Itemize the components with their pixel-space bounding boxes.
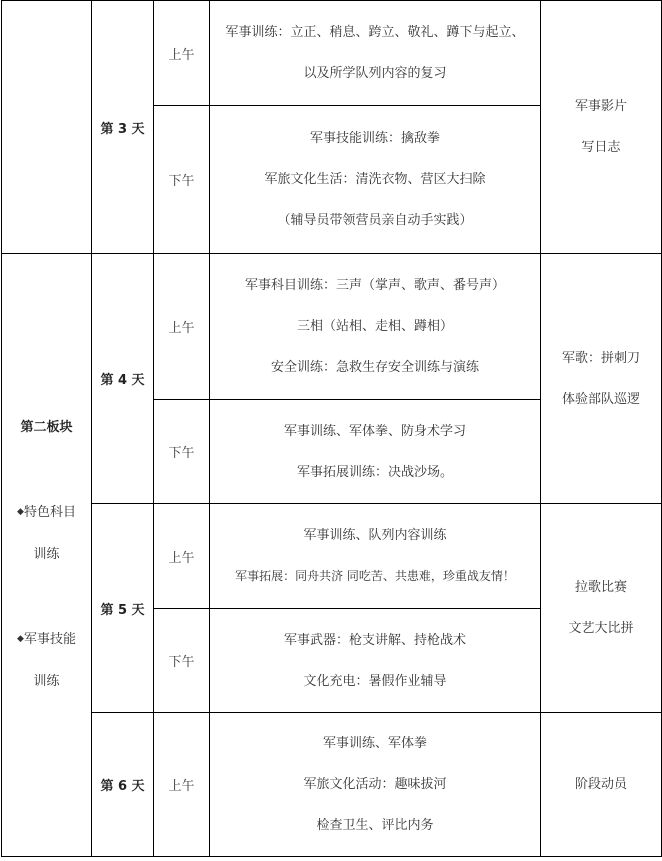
table-row xyxy=(2,713,662,857)
period-label: 下午 xyxy=(154,106,210,254)
session-content xyxy=(210,713,541,857)
activity-cell xyxy=(541,254,662,504)
activity-cell xyxy=(541,1,662,254)
section-title: 第二板块 xyxy=(20,420,73,435)
activity-line: 军歌：拼刺刀 xyxy=(561,350,640,366)
activity-line: 阶段动员 xyxy=(574,777,627,792)
session-content xyxy=(210,609,541,713)
content-line: 军旅文化活动：趣味拔河 xyxy=(303,777,447,792)
period-label: 下午 xyxy=(154,400,210,504)
content-line: 三相（站相、走相、蹲相） xyxy=(296,319,453,334)
content-line: 以及所学队列内容的复习 xyxy=(303,66,447,81)
period-label: 上午 xyxy=(154,1,210,106)
activity-line: 军事影片 xyxy=(574,99,627,114)
content-line: 文化充电：暑假作业辅导 xyxy=(303,673,447,689)
section-item-cont: 训练 xyxy=(33,674,60,689)
content-line: （辅导员带领营员亲自动手实践） xyxy=(277,213,473,228)
section-1-cell xyxy=(2,1,92,254)
content-line: 军事技能训练：擒敌拳 xyxy=(309,131,440,146)
period-label: 上午 xyxy=(154,713,210,857)
content-line: 军旅文化生活：清洗衣物、营区大扫除 xyxy=(264,172,486,187)
diamond-icon: ◆ xyxy=(17,634,24,644)
activity-line: 拉歌比赛 xyxy=(574,580,627,595)
schedule-table xyxy=(1,0,662,857)
content-line: 军事训练、队列内容训练 xyxy=(303,528,447,543)
session-content xyxy=(210,106,541,254)
session-content xyxy=(210,254,541,400)
section-item-cont: 训练 xyxy=(33,547,60,562)
section-item: ◆军事技能 xyxy=(17,632,76,647)
session-content xyxy=(210,400,541,504)
day-label: 第 5 天 xyxy=(92,504,154,713)
content-line: 军事拓展：同舟共济 同吃苦、共患难，珍重战友情！ xyxy=(235,569,515,583)
content-line: 军事拓展训练：决战沙场。 xyxy=(296,464,453,480)
period-label: 上午 xyxy=(154,504,210,609)
activity-line: 文艺大比拼 xyxy=(568,621,634,636)
table-row xyxy=(2,254,662,400)
content-line: 检查卫生、评比内务 xyxy=(316,818,434,833)
diamond-icon: ◆ xyxy=(17,507,24,517)
section-item: ◆特色科目 xyxy=(17,505,76,520)
day-label: 第 3 天 xyxy=(92,1,154,254)
section-2-cell xyxy=(2,254,92,857)
content-line: 安全训练：急救生存安全训练与演练 xyxy=(270,360,479,375)
activity-line: 写日志 xyxy=(581,140,621,155)
content-line: 军事训练、军体拳、防身术学习 xyxy=(283,423,466,439)
content-line: 军事训练、军体拳 xyxy=(322,736,427,751)
activity-cell xyxy=(541,504,662,713)
table-row xyxy=(2,504,662,609)
activity-cell xyxy=(541,713,662,857)
day-label: 第 6 天 xyxy=(92,713,154,857)
content-line: 军事训练：立正、稍息、跨立、敬礼、蹲下与起立、 xyxy=(225,25,525,40)
table-row xyxy=(2,1,662,106)
day-label: 第 4 天 xyxy=(92,254,154,504)
session-content xyxy=(210,504,541,609)
period-label: 下午 xyxy=(154,609,210,713)
content-line: 军事武器：枪支讲解、持枪战术 xyxy=(283,632,466,648)
content-line: 军事科目训练：三声（掌声、歌声、番号声） xyxy=(244,278,505,293)
period-label: 上午 xyxy=(154,254,210,400)
session-content xyxy=(210,1,541,106)
activity-line: 体验部队巡逻 xyxy=(561,391,640,407)
